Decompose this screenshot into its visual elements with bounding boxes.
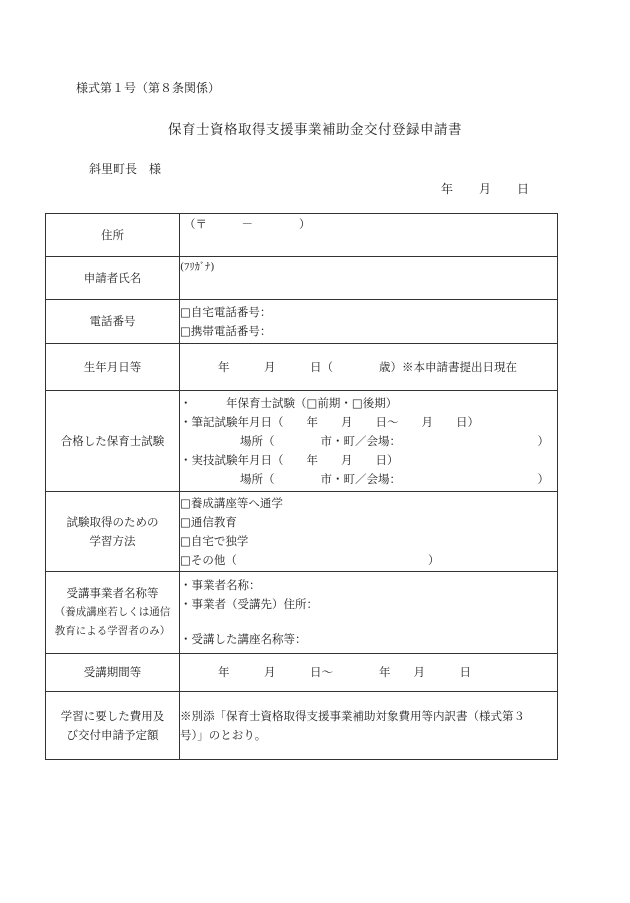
addressee: 斜里町長 様 bbox=[89, 162, 162, 176]
practical-exam-date-line: ・実技試験年月日（ 年 月 日） bbox=[180, 452, 399, 467]
phone-field[interactable] bbox=[180, 300, 558, 344]
passed-exam-label: 合格した保育士試験 bbox=[46, 391, 180, 492]
practical-exam-place: 場所（ 市・町／会場： bbox=[240, 471, 401, 486]
study-method-label-line1: 試験取得のための bbox=[66, 514, 159, 529]
row-applicant-name bbox=[46, 257, 558, 300]
course-name-line: ・受講した講座名称等： bbox=[180, 632, 307, 646]
row-provider bbox=[46, 572, 558, 654]
date-day: 日 bbox=[517, 182, 530, 196]
home-phone-option[interactable]: □自宅電話番号： bbox=[180, 304, 272, 319]
applicant-name-field[interactable] bbox=[180, 257, 558, 300]
row-phone bbox=[46, 300, 558, 344]
written-exam-place-close: ） bbox=[537, 433, 549, 448]
option-other-close: ） bbox=[428, 552, 440, 567]
row-address bbox=[46, 214, 558, 257]
cost-label bbox=[46, 692, 180, 760]
study-method-label-line2: 学習方法 bbox=[89, 533, 136, 548]
cost-label-line2: び交付申請予定額 bbox=[66, 727, 159, 742]
cost-note-line2: 号）」のとおり。 bbox=[180, 727, 267, 742]
address-field[interactable] bbox=[180, 214, 558, 257]
applicant-name-label: 申請者氏名 bbox=[46, 257, 180, 300]
birthdate-label: 生年月日等 bbox=[46, 344, 180, 391]
row-course-period bbox=[46, 654, 558, 692]
course-period-field[interactable] bbox=[180, 654, 558, 692]
option-other-line bbox=[180, 551, 557, 570]
written-exam-date-line: ・筆記試験年月日（ 年 月 日～ 月 日） bbox=[180, 414, 479, 429]
provider-name-line: ・事業者名称： bbox=[180, 578, 261, 592]
provider-label-line2: （養成講座若しくは通信 bbox=[54, 606, 171, 618]
row-birthdate bbox=[46, 344, 558, 391]
row-study-method bbox=[46, 492, 558, 572]
cost-field[interactable] bbox=[180, 692, 558, 760]
course-period-label: 受講期間等 bbox=[46, 654, 180, 692]
application-form-table bbox=[45, 213, 558, 760]
cost-label-line1: 学習に要した費用及 bbox=[60, 708, 165, 723]
provider-address-line: ・事業者（受講先）住所： bbox=[180, 597, 318, 611]
provider-spacer bbox=[180, 614, 557, 630]
date-month: 月 bbox=[479, 182, 492, 196]
study-method-label bbox=[46, 492, 180, 572]
address-label: 住所 bbox=[46, 214, 180, 257]
practical-exam-place-line bbox=[180, 470, 557, 489]
option-other[interactable]: □その他（ bbox=[180, 552, 237, 567]
furigana-label: (ﾌﾘｶﾞﾅ) bbox=[180, 261, 215, 273]
cost-note-line1: ※別添「保育士資格取得支援事業補助対象費用等内訳書（様式第３ bbox=[180, 708, 525, 723]
application-date bbox=[441, 180, 529, 197]
study-method-field[interactable] bbox=[180, 492, 558, 572]
row-cost bbox=[46, 692, 558, 760]
option-self-study[interactable]: □自宅で独学 bbox=[180, 533, 249, 548]
birthdate-line: 年 月 日（ 歳）※本申請書提出日現在 bbox=[218, 359, 517, 374]
postal-code-line: （〒 － ） bbox=[184, 217, 311, 231]
course-period-line: 年 月 日～ 年 月 日 bbox=[218, 665, 471, 679]
birthdate-field[interactable] bbox=[180, 344, 558, 391]
mobile-phone-option[interactable]: □携帯電話番号： bbox=[180, 323, 272, 338]
practical-exam-place-close: ） bbox=[537, 471, 549, 486]
provider-label-line3: 教育による学習者のみ） bbox=[54, 625, 171, 637]
date-year: 年 bbox=[441, 182, 454, 196]
form-number: 様式第１号（第８条関係） bbox=[76, 81, 221, 95]
option-training-course[interactable]: □養成講座等へ通学 bbox=[180, 495, 283, 510]
phone-label: 電話番号 bbox=[46, 300, 180, 344]
provider-label-line1: 受講事業者名称等 bbox=[66, 586, 159, 600]
passed-exam-field[interactable] bbox=[180, 391, 558, 492]
provider-field[interactable] bbox=[180, 572, 558, 654]
written-exam-place: 場所（ 市・町／会場： bbox=[240, 433, 401, 448]
row-passed-exam bbox=[46, 391, 558, 492]
option-correspondence[interactable]: □通信教育 bbox=[180, 514, 237, 529]
document-title: 保育士資格取得支援事業補助金交付登録申請書 bbox=[168, 122, 462, 138]
written-exam-place-line bbox=[180, 432, 557, 451]
exam-year-term-line: ・ 年保育士試験（□前期・□後期） bbox=[180, 395, 398, 410]
provider-label bbox=[46, 572, 180, 654]
